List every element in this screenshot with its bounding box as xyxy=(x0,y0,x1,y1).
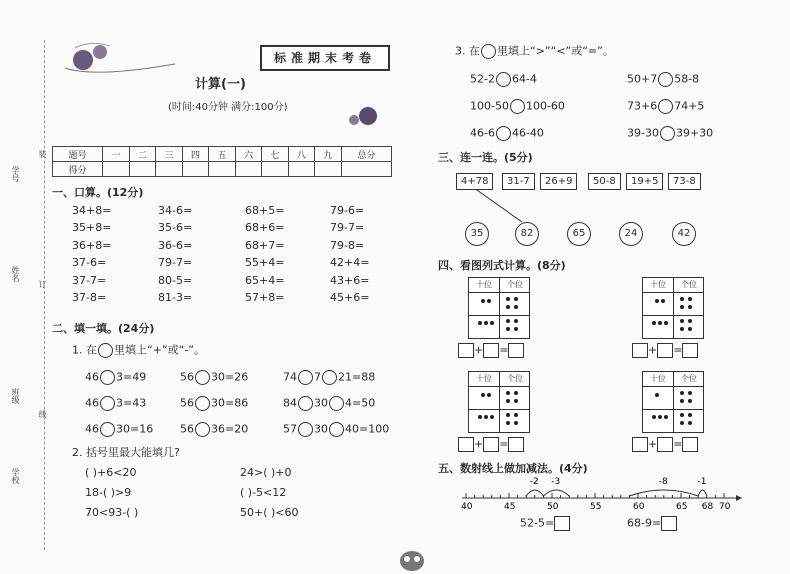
mental-math-item: 37-8= xyxy=(72,291,107,304)
score-row-label: 得分 xyxy=(53,162,103,177)
counter-dot xyxy=(478,321,482,325)
sign-circle[interactable] xyxy=(195,396,210,411)
counter-dot xyxy=(484,415,488,419)
expression-card[interactable]: 4+78 xyxy=(456,173,493,190)
mental-math-item: 42+4= xyxy=(330,256,370,270)
mental-math-item: 57+8= xyxy=(245,291,285,304)
score-header-cell: 七 xyxy=(262,147,288,162)
bracket-question: 18-( )>9 xyxy=(85,486,132,499)
fill-sign-item: 57 30 40=100 xyxy=(283,422,390,436)
section-3-heading: 三、连一连。(5分) xyxy=(438,151,533,164)
counter-dot xyxy=(680,305,684,309)
section-1-heading: 一、口算。(12分) xyxy=(52,186,144,199)
number-ray xyxy=(458,476,748,510)
compare-item: 100-50 100-60 xyxy=(470,99,565,113)
place-value-chart xyxy=(642,277,704,339)
apple-answer[interactable]: 24 xyxy=(619,222,643,246)
counter-dot xyxy=(680,421,684,425)
sign-circle[interactable] xyxy=(329,396,344,411)
counter-dot xyxy=(652,321,656,325)
side-label-student-id: 学号 xyxy=(11,166,20,182)
ray-tick-label: 68 xyxy=(701,502,714,510)
score-header-cell: 五 xyxy=(209,147,235,162)
bracket-question: 70<93-( ) xyxy=(85,506,139,519)
circle-icon xyxy=(481,44,496,59)
compare-circle[interactable] xyxy=(496,126,511,141)
sign-circle[interactable] xyxy=(100,396,115,411)
q1-instruction: 1. 在 里填上“+”或“-”。 xyxy=(72,343,205,357)
compare-circle[interactable] xyxy=(658,99,673,114)
page-title: 计算(一) xyxy=(195,77,246,92)
binding-mark-1: 装 xyxy=(38,150,47,158)
score-input-cell[interactable] xyxy=(103,162,129,177)
fill-sign-item: 84 30 4=50 xyxy=(283,396,376,410)
jump-label: -2 xyxy=(529,477,539,487)
answer-box[interactable] xyxy=(458,437,474,452)
ray-tick-label: 45 xyxy=(504,502,516,510)
side-label-school: 学校 xyxy=(11,468,20,484)
counter-dot xyxy=(661,299,665,303)
counter-dot xyxy=(664,415,668,419)
sign-circle[interactable] xyxy=(298,370,313,385)
mental-math-item: 45+6= xyxy=(330,291,370,304)
answer-box[interactable] xyxy=(554,516,570,531)
equation-blank: + = xyxy=(458,343,524,358)
equation-blank: + = xyxy=(632,343,698,358)
fill-sign-item: 46 3=49 xyxy=(85,370,147,384)
expression-card[interactable]: 50-8 xyxy=(588,173,621,190)
mental-math-item: 34-6= xyxy=(158,204,193,217)
counter-dot xyxy=(506,319,510,323)
score-input-cell[interactable] xyxy=(341,162,391,177)
counter-dot xyxy=(664,321,668,325)
bracket-question: ( )+6<20 xyxy=(85,466,137,479)
score-header-cell: 题号 xyxy=(53,147,103,162)
counter-dot xyxy=(652,415,656,419)
mental-math-item: 79-6= xyxy=(330,204,365,217)
page-subtitle: (时间:40分钟 满分:100分) xyxy=(168,102,288,113)
answer-box[interactable] xyxy=(458,343,474,358)
counter-dot xyxy=(658,321,662,325)
answer-box[interactable] xyxy=(682,437,698,452)
ray-arrow xyxy=(736,495,742,501)
place-value-chart xyxy=(468,371,530,433)
section-5-heading: 五、数射线上做加减法。(4分) xyxy=(438,462,588,475)
counter-dot xyxy=(481,393,485,397)
section-2-heading: 二、填一填。(24分) xyxy=(52,322,155,335)
ray-tick-label: 50 xyxy=(547,502,559,510)
mental-math-item: 35+8= xyxy=(72,221,112,235)
ray-tick-label: 65 xyxy=(676,502,688,510)
score-input-cell[interactable] xyxy=(262,162,288,177)
counter-dot xyxy=(487,299,491,303)
flower-decoration-2 xyxy=(340,100,390,132)
counter-dot xyxy=(487,393,491,397)
score-input-cell[interactable] xyxy=(156,162,182,177)
bracket-question: ( )-5<12 xyxy=(240,486,287,499)
mental-math-item: 37-7= xyxy=(72,273,107,287)
q3-instruction: 3. 在 里填上“>”“<”或“=”。 xyxy=(455,44,614,58)
counter-dot xyxy=(658,415,662,419)
mental-math-item: 43+6= xyxy=(330,273,370,287)
binding-line xyxy=(44,40,45,550)
mental-math-item: 79-7= xyxy=(158,256,193,270)
ones-header: 个位 xyxy=(673,278,704,292)
mental-math-item: 68+5= xyxy=(245,204,285,217)
tens-header: 十位 xyxy=(650,280,666,289)
counter-dot xyxy=(514,391,518,395)
mental-math-item: 81-3= xyxy=(158,291,193,304)
compare-circle[interactable] xyxy=(496,72,511,87)
binding-mark-3: 线 xyxy=(38,410,47,418)
circle-icon xyxy=(98,343,113,358)
fill-sign-item: 56 30=26 xyxy=(180,370,249,384)
sign-circle[interactable] xyxy=(100,370,115,385)
expression-card[interactable]: 26+9 xyxy=(540,173,577,190)
compare-item: 46-6 46-40 xyxy=(470,126,544,140)
score-header-cell: 总分 xyxy=(341,147,391,162)
jump-label: -3 xyxy=(551,477,561,487)
apple-answer[interactable]: 35 xyxy=(465,222,489,246)
counter-dot xyxy=(514,421,518,425)
counter-dot xyxy=(680,391,684,395)
mental-math-item: 36+8= xyxy=(72,238,112,252)
place-value-chart xyxy=(642,371,704,433)
counter-dot xyxy=(478,415,482,419)
equation-blank: + = xyxy=(458,437,524,452)
apple-answer[interactable]: 65 xyxy=(567,222,591,246)
counter-dot xyxy=(490,321,494,325)
mental-math-item: 80-5= xyxy=(158,273,193,287)
fill-sign-item: 74 7 21=88 xyxy=(283,370,376,384)
counter-dot xyxy=(680,413,684,417)
compare-item: 52-2 64-4 xyxy=(470,72,537,86)
apple-answer[interactable]: 82 xyxy=(515,222,539,246)
expression-card[interactable]: 19+5 xyxy=(626,173,663,190)
binding-mark-2: 订 xyxy=(38,280,47,288)
tens-header: 十位 xyxy=(650,374,666,383)
sign-circle[interactable] xyxy=(195,370,210,385)
row-divider xyxy=(469,315,529,316)
counter-dot xyxy=(514,399,518,403)
equation-blank: + = xyxy=(632,437,698,452)
fill-sign-item: 56 30=86 xyxy=(180,396,249,410)
mental-math-item: 68+6= xyxy=(245,221,285,235)
counter-dot xyxy=(514,319,518,323)
score-header-cell: 三 xyxy=(156,147,182,162)
counter-dot xyxy=(506,413,510,417)
answer-box[interactable] xyxy=(508,437,524,452)
compare-item: 39-30 39+30 xyxy=(627,126,714,140)
counter-dot xyxy=(506,421,510,425)
score-input-cell[interactable] xyxy=(129,162,155,177)
mental-math-item: 35-6= xyxy=(158,221,193,235)
score-input-cell[interactable] xyxy=(288,162,314,177)
counter-dot xyxy=(490,415,494,419)
mental-math-item: 37-6= xyxy=(72,256,107,270)
tens-header: 十位 xyxy=(476,374,492,383)
score-input-cell[interactable] xyxy=(182,162,208,177)
ones-header: 个位 xyxy=(499,278,530,292)
counter-dot xyxy=(680,399,684,403)
mental-math-item: 34+8= xyxy=(72,204,112,217)
answer-box[interactable] xyxy=(632,437,648,452)
section-4-heading: 四、看图列式计算。(8分) xyxy=(438,259,566,272)
counter-dot xyxy=(680,297,684,301)
score-header-cell: 二 xyxy=(129,147,155,162)
counter-dot xyxy=(655,299,659,303)
counter-dot xyxy=(514,297,518,301)
counter-dot xyxy=(680,327,684,331)
compare-circle[interactable] xyxy=(660,126,675,141)
counter-dot xyxy=(514,413,518,417)
counter-dot xyxy=(688,319,692,323)
answer-box[interactable] xyxy=(661,516,677,531)
tens-header: 十位 xyxy=(476,280,492,289)
ray-tick-label: 70 xyxy=(719,502,731,510)
expression-card[interactable]: 31-7 xyxy=(502,173,535,190)
counter-dot xyxy=(688,327,692,331)
score-header-cell: 八 xyxy=(288,147,314,162)
counter-dot xyxy=(688,413,692,417)
counter-dot xyxy=(655,393,659,397)
answer-box[interactable] xyxy=(483,343,499,358)
counter-dot xyxy=(506,297,510,301)
counter-dot xyxy=(688,297,692,301)
compare-circle[interactable] xyxy=(510,99,525,114)
ray-equation-1: 52-5= xyxy=(520,516,570,531)
sign-circle[interactable] xyxy=(298,422,313,437)
sign-circle[interactable] xyxy=(100,422,115,437)
answer-box[interactable] xyxy=(682,343,698,358)
exam-badge: 标准期末考卷 xyxy=(260,45,390,71)
counter-dot xyxy=(688,305,692,309)
score-input-cell[interactable] xyxy=(315,162,341,177)
score-input-cell[interactable] xyxy=(235,162,261,177)
flower-decoration xyxy=(55,38,185,86)
row-divider xyxy=(643,315,703,316)
fill-sign-item: 46 30=16 xyxy=(85,422,154,436)
answer-box[interactable] xyxy=(508,343,524,358)
bracket-question: 50+( )<60 xyxy=(240,506,299,519)
jump-label: -8 xyxy=(658,477,668,487)
counter-dot xyxy=(481,299,485,303)
q2-instruction: 2. 括号里最大能填几? xyxy=(72,446,180,459)
jump-arc xyxy=(698,490,707,496)
place-value-chart xyxy=(468,277,530,339)
counter-dot xyxy=(680,319,684,323)
ones-header: 个位 xyxy=(673,372,704,386)
answer-box[interactable] xyxy=(632,343,648,358)
ray-tick-label: 60 xyxy=(633,502,645,510)
counter-dot xyxy=(688,399,692,403)
row-divider xyxy=(643,409,703,410)
mental-math-item: 68+7= xyxy=(245,238,285,252)
counter-dot xyxy=(506,391,510,395)
score-header-cell: 六 xyxy=(235,147,261,162)
mental-math-item: 79-7= xyxy=(330,221,365,235)
mental-math-item: 36-6= xyxy=(158,238,193,252)
fill-sign-item: 46 3=43 xyxy=(85,396,147,410)
apple-answer[interactable]: 42 xyxy=(672,222,696,246)
answer-box[interactable] xyxy=(657,437,673,452)
jump-label: -1 xyxy=(697,477,707,487)
counter-dot xyxy=(506,305,510,309)
sign-circle[interactable] xyxy=(298,396,313,411)
answer-box[interactable] xyxy=(483,437,499,452)
counter-dot xyxy=(484,321,488,325)
score-input-cell[interactable] xyxy=(209,162,235,177)
owl-logo-icon xyxy=(398,548,426,572)
bracket-question: 24>( )+0 xyxy=(240,466,292,479)
score-header-cell: 四 xyxy=(182,147,208,162)
mental-math-item: 65+4= xyxy=(245,273,285,287)
ray-equation-2: 68-9= xyxy=(627,516,677,531)
score-table xyxy=(52,146,392,177)
expression-card[interactable]: 73-8 xyxy=(668,173,701,190)
score-header-cell: 九 xyxy=(315,147,341,162)
counter-dot xyxy=(514,305,518,309)
side-label-class: 班级 xyxy=(11,388,20,404)
compare-item: 73+6 74+5 xyxy=(627,99,705,113)
counter-dot xyxy=(688,421,692,425)
counter-dot xyxy=(514,327,518,331)
score-header-cell: 一 xyxy=(103,147,129,162)
compare-circle[interactable] xyxy=(658,72,673,87)
ones-header: 个位 xyxy=(499,372,530,386)
counter-dot xyxy=(506,327,510,331)
side-label-name: 姓名 xyxy=(11,266,20,282)
mental-math-item: 55+4= xyxy=(245,256,285,270)
ray-tick-label: 40 xyxy=(461,502,473,510)
fill-sign-item: 56 36=20 xyxy=(180,422,249,436)
ray-tick-label: 55 xyxy=(590,502,602,510)
sign-circle[interactable] xyxy=(329,422,344,437)
row-divider xyxy=(469,409,529,410)
sign-circle[interactable] xyxy=(195,422,210,437)
counter-dot xyxy=(506,399,510,403)
jump-arc xyxy=(543,490,569,496)
counter-dot xyxy=(688,391,692,395)
answer-box[interactable] xyxy=(657,343,673,358)
compare-item: 50+7 58-8 xyxy=(627,72,700,86)
sign-circle[interactable] xyxy=(322,370,337,385)
mental-math-item: 79-8= xyxy=(330,238,365,252)
